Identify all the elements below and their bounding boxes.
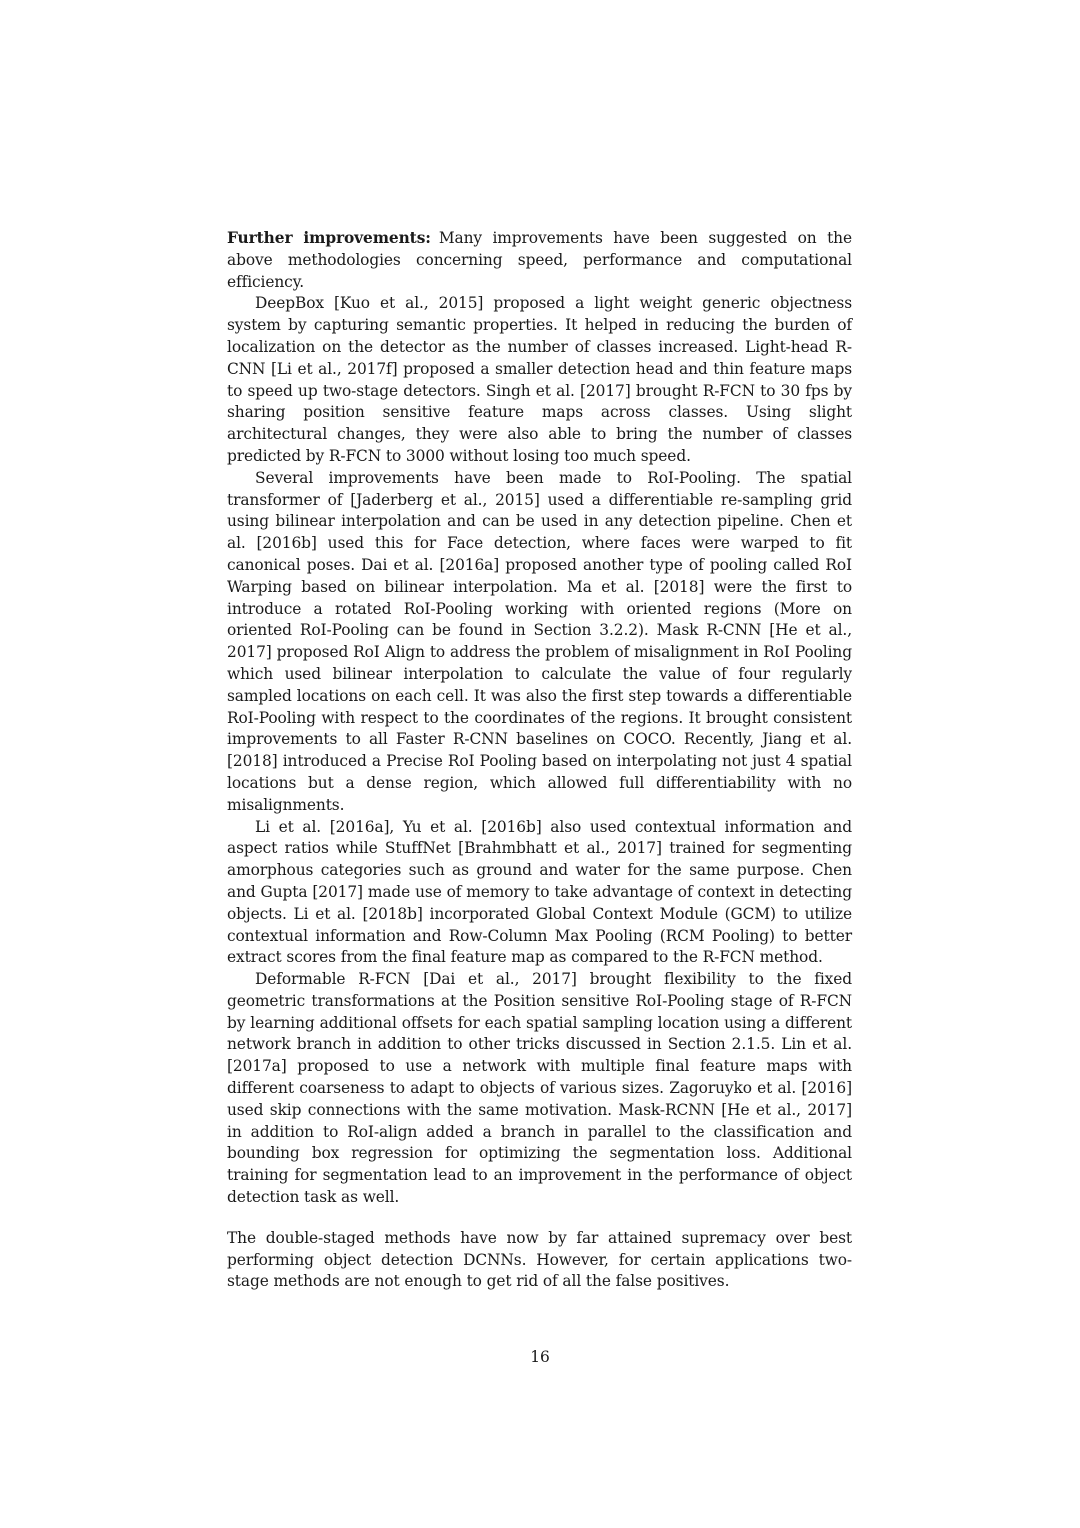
closing-paragraph: The double-staged methods have now by far attained supremacy over best performing object detection DCNNs. However, for certain applications two-stage methods are not enough to get rid of all the false positives. bbox=[227, 1228, 852, 1291]
paragraph-roi-pooling: Several improvements have been made to RoI-Pooling. The spatial transformer of [Jaderberg et al., 2015] used a differentiable re-sampling grid using bilinear interpolation and can be used in any detection pipeline. Chen et al. [2016b] used this for Face detection, where faces were warped to fit canonical poses. Dai et al. [2016a] proposed another type of pooling called RoI Warping based on bilinear interpolation. Ma et al. [2018] were the first to introduce a rotated RoI-Pooling working with oriented regions (More on oriented RoI-Pooling can be found in Section 3.2.2). Mask R-CNN [He et al., 2017] proposed RoI Align to address the problem of misalignment in RoI Pooling which used bilinear interpolation to calculate the value of four regularly sampled locations on each cell. It was also the first step towards a differentiable RoI-Pooling with respect to the coordinates of the regions. It brought consistent improvements to all Faster R-CNN baselines on COCO. Recently, Jiang et al. [2018] introduced a Precise RoI Pooling based on interpolating not just 4 spatial locations but a dense region, which allowed full differentiability with no misalignments. bbox=[227, 468, 852, 814]
section-heading: Further improvements: bbox=[227, 229, 431, 247]
page-number: 16 bbox=[530, 1348, 550, 1366]
intro-text: Many improvements have been suggested on the above methodologies concerning speed, performance and computational efficiency. bbox=[227, 229, 852, 291]
paragraph-context: Li et al. [2016a], Yu et al. [2016b] also used contextual information and aspect ratios while StuffNet [Brahmbhatt et al., 2017] trained for segmenting amorphous categories such as ground and water for the same purpose. Chen and Gupta [2017] made use of memory to take advantage of context in detecting objects. Li et al. [2018b] incorporated Global Context Module (GCM) to utilize contextual information and Row-Column Max Pooling (RCM Pooling) to better extract scores from the final feature map as compared to the R-FCN method. bbox=[227, 817, 852, 967]
paragraph-deepbox: DeepBox [Kuo et al., 2015] proposed a light weight generic objectness system by capturing semantic properties. It helped in reducing the burden of localization on the detector as the number of classes increased. Light-head R-CNN [Li et al., 2017f] proposed a smaller detection head and thin feature maps to speed up two-stage detectors. Singh et al. [2017] brought R-FCN to 30 fps by sharing position sensitive feature maps across classes. Using slight architectural changes, they were also able to bring the number of classes predicted by R-FCN to 3000 without losing too much speed. bbox=[227, 294, 852, 465]
intro-paragraph bbox=[227, 228, 852, 293]
paragraph-deformable: Deformable R-FCN [Dai et al., 2017] brought flexibility to the fixed geometric transformations at the Position sensitive RoI-Pooling stage of R-FCN by learning additional offsets for each spatial sampling location using a different network branch in addition to other tricks discussed in Section 2.1.5. Lin et al. [2017a] proposed to use a network with multiple final feature maps with different coarseness to adapt to objects of various sizes. Zagoruyko et al. [2016] used skip connections with the same motivation. Mask-RCNN [He et al., 2017] in addition to RoI-align added a branch in parallel to the classification and bounding box regression for optimizing the segmentation loss. Additional training for segmentation lead to an improvement in the performance of object detection task as well. bbox=[227, 970, 852, 1207]
page-body bbox=[227, 228, 852, 1293]
